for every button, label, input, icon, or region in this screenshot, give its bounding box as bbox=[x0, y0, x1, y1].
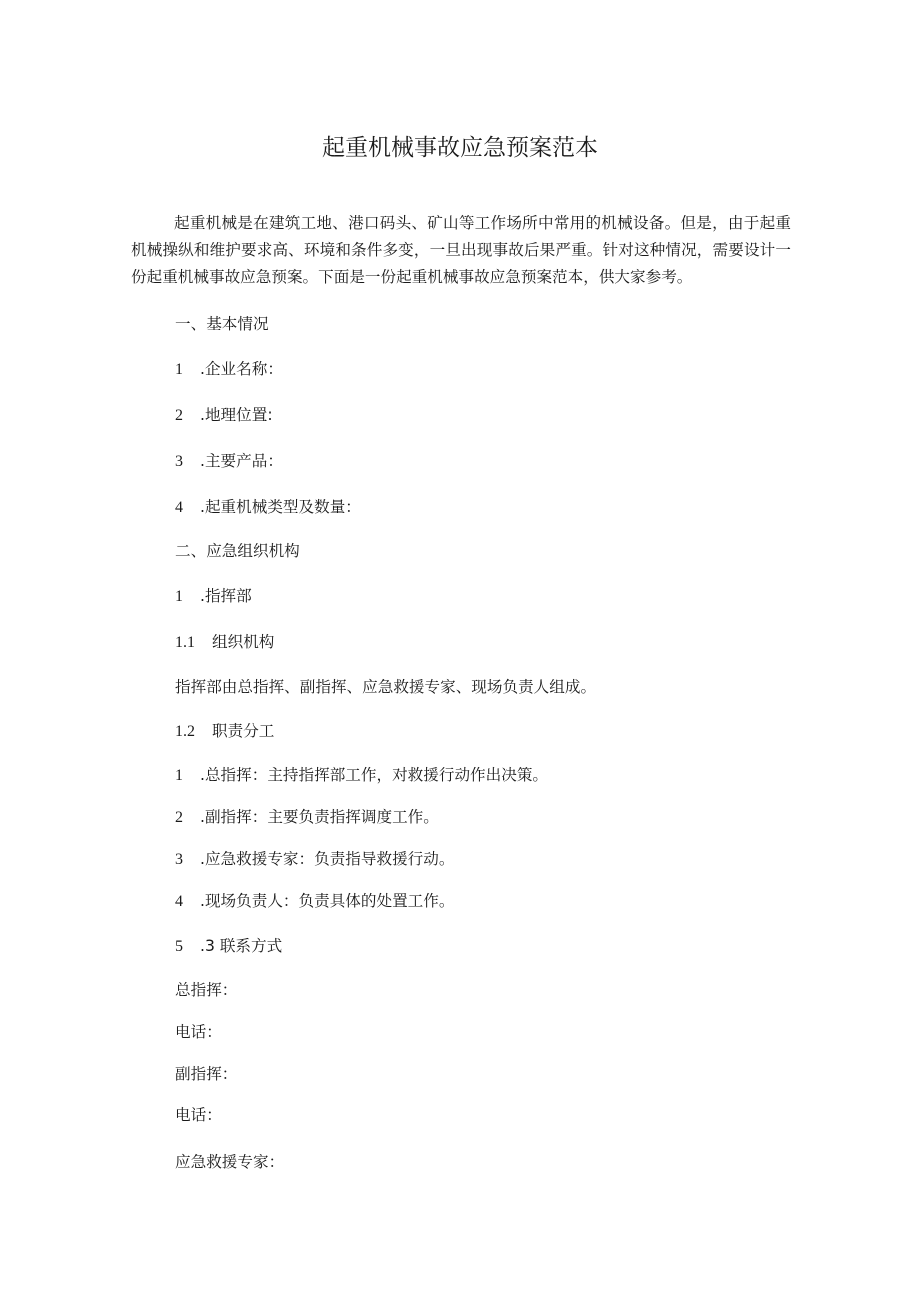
list-item-text: .起重机械类型及数量： bbox=[200, 498, 361, 516]
list-item-number: 4 bbox=[175, 893, 183, 910]
list-item-number: 2 bbox=[175, 407, 183, 424]
list-item-number: 1 bbox=[175, 361, 183, 378]
list-item bbox=[175, 764, 548, 787]
subsection-heading bbox=[175, 720, 274, 743]
contact-label: 副指挥： bbox=[175, 1065, 238, 1083]
contact-label: 电话： bbox=[175, 1023, 222, 1041]
subsection-heading bbox=[175, 935, 282, 958]
list-item bbox=[175, 806, 439, 829]
list-item-text: .副指挥：主要负责指挥调度工作。 bbox=[200, 808, 439, 826]
list-item-text: .现场负责人：负责具体的处置工作。 bbox=[200, 892, 455, 910]
org-description: 指挥部由总指挥、副指挥、应急救援专家、现场负责人组成。 bbox=[175, 678, 597, 696]
section-heading-emergency-org: 二、应急组织机构 bbox=[175, 542, 300, 560]
list-item-text: .总指挥：主持指挥部工作，对救援行动作出决策。 bbox=[200, 766, 549, 784]
intro-paragraph: 起重机械是在建筑工地、港口码头、矿山等工作场所中常用的机械设备。但是，由于起重机械操纵和维护要求高、环境和条件多变，一旦出现事故后果严重。针对这种情况，需要设计一份起重机械事故应急预案。下面是一份起重机械事故应急预案范本，供大家参考。 bbox=[131, 214, 791, 286]
subsection-text: .指挥部 bbox=[200, 587, 252, 605]
list-item bbox=[175, 890, 454, 913]
subsection-text: 组织机构 bbox=[212, 633, 275, 651]
list-item bbox=[175, 450, 283, 473]
list-item-number: 1 bbox=[175, 767, 183, 784]
list-item-text: .主要产品： bbox=[200, 452, 283, 470]
list-item bbox=[175, 496, 361, 519]
list-item-text: .企业名称： bbox=[200, 360, 283, 378]
contact-label: 电话： bbox=[175, 1106, 222, 1124]
subsection-number: 1.1 bbox=[175, 634, 195, 651]
subsection-text: 职责分工 bbox=[212, 722, 275, 740]
list-item bbox=[175, 404, 273, 427]
list-item-number: 4 bbox=[175, 499, 183, 516]
subsection-heading bbox=[175, 631, 274, 654]
list-item-number: 3 bbox=[175, 453, 183, 470]
subsection-heading bbox=[175, 585, 252, 608]
subsection-text: .3 联系方式 bbox=[200, 937, 283, 955]
subsection-number: 5 bbox=[175, 938, 183, 955]
contact-label: 总指挥： bbox=[175, 981, 238, 999]
list-item-text: .地理位置: bbox=[200, 406, 273, 424]
list-item bbox=[175, 358, 283, 381]
subsection-number: 1.2 bbox=[175, 723, 195, 740]
document-title: 起重机械事故应急预案范本 bbox=[322, 135, 598, 161]
section-heading-basic-info: 一、基本情况 bbox=[175, 315, 269, 333]
subsection-number: 1 bbox=[175, 588, 183, 605]
list-item-number: 2 bbox=[175, 809, 183, 826]
contact-label: 应急救援专家： bbox=[175, 1153, 285, 1171]
list-item bbox=[175, 848, 454, 871]
list-item-text: .应急救援专家：负责指导救援行动。 bbox=[200, 850, 455, 868]
list-item-number: 3 bbox=[175, 851, 183, 868]
